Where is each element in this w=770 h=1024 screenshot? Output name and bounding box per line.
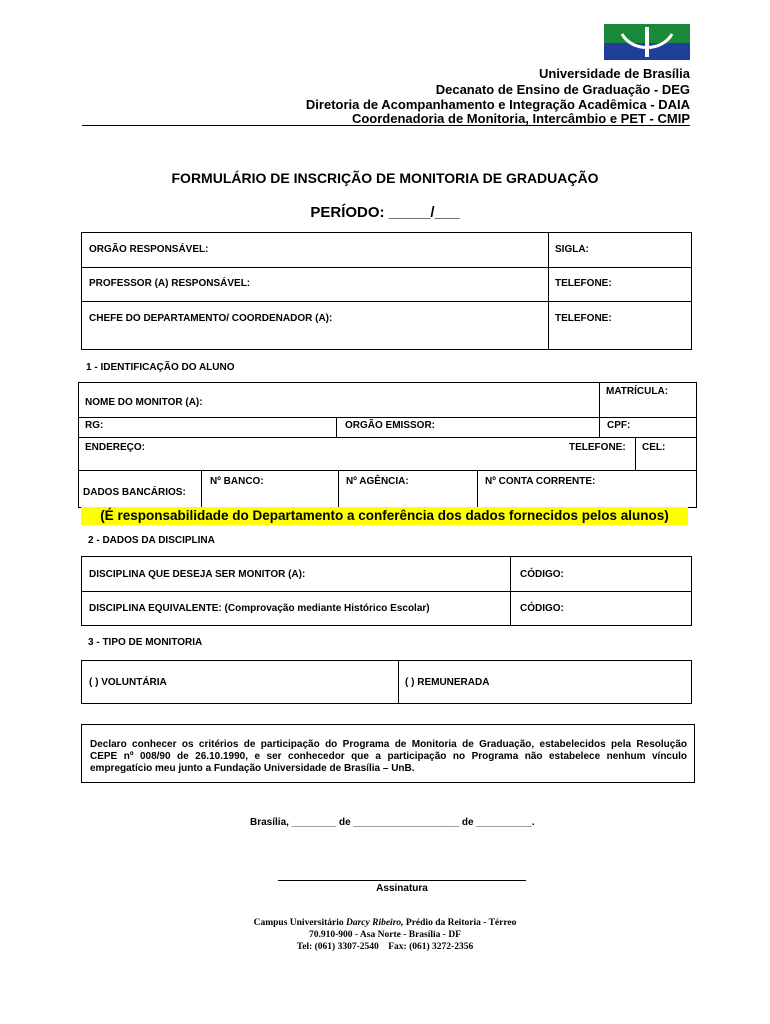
disciplina-equivalente-field[interactable]: DISCIPLINA EQUIVALENTE: (Comprovação mediante Histórico Escolar) [89, 603, 430, 614]
date-line[interactable]: Brasília, ________ de ___________________ de __________. [250, 817, 535, 828]
responsible-table [81, 232, 692, 350]
row-divider [82, 301, 691, 302]
column-divider [548, 233, 549, 349]
footer-building: Prédio da Reitoria - Térreo [403, 918, 517, 928]
period-field: PERÍODO: _____/___ [310, 204, 460, 221]
footer-contact: Tel: (061) 3307-2540 Fax: (061) 3272-2356 [296, 942, 474, 952]
professor-telefone-field[interactable]: TELEFONE: [555, 278, 612, 289]
responsibility-notice: (É responsabilidade do Departamento a conferência dos dados fornecidos pelos alunos) [81, 507, 688, 525]
column-divider [477, 470, 478, 507]
row-divider [79, 417, 696, 418]
monitoring-type-table [81, 660, 692, 704]
matricula-field[interactable]: MATRÍCULA: [606, 386, 669, 397]
professor-responsavel-field[interactable]: PROFESSOR (A) RESPONSÁVEL: [89, 278, 251, 289]
unb-logo [604, 24, 690, 60]
header-cmip: Coordenadoria de Monitoria, Intercâmbio e PET - CMIP [351, 111, 690, 126]
cpf-field[interactable]: CPF: [607, 420, 631, 431]
column-divider [338, 470, 339, 507]
column-divider [635, 437, 636, 471]
footer-address-line-1 [0, 917, 770, 929]
header-daia: Diretoria de Acompanhamento e Integração Acadêmica - DAIA [305, 97, 690, 112]
column-divider [599, 417, 600, 438]
signature-label: Assinatura [376, 883, 428, 894]
endereco-field[interactable]: ENDEREÇO: [85, 442, 146, 453]
sigla-field[interactable]: SIGLA: [555, 244, 589, 255]
rg-field[interactable]: RG: [85, 420, 104, 431]
row-divider [79, 470, 696, 471]
row-divider [82, 267, 691, 268]
conta-corrente-field[interactable]: Nº CONTA CORRENTE: [485, 476, 596, 487]
signature-line[interactable] [278, 880, 526, 881]
celular-field[interactable]: CEL: [642, 442, 666, 453]
chefe-telefone-field[interactable]: TELEFONE: [555, 313, 612, 324]
remunerada-checkbox[interactable]: ( ) REMUNERADA [405, 677, 490, 688]
section-disciplina: 2 - DADOS DA DISCIPLINA [88, 535, 215, 546]
codigo-equivalente-field[interactable]: CÓDIGO: [520, 603, 564, 614]
section-identificacao: 1 - IDENTIFICAÇÃO DO ALUNO [86, 362, 235, 373]
disciplina-desejada-field[interactable]: DISCIPLINA QUE DESEJA SER MONITOR (A): [89, 569, 306, 580]
header-divider [82, 125, 690, 126]
column-divider [398, 661, 399, 703]
orgao-emissor-field[interactable]: ORGÃO EMISSOR: [345, 420, 436, 431]
agencia-field[interactable]: Nº AGÊNCIA: [346, 476, 409, 487]
declaration-line-3: empregatício meu junto a Fundação Universidade de Brasília – UnB. [90, 763, 415, 774]
student-table [78, 382, 697, 508]
column-divider [336, 417, 337, 438]
declaration-box [81, 724, 695, 783]
form-title: FORMULÁRIO DE INSCRIÇÃO DE MONITORIA DE GRADUAÇÃO [171, 170, 599, 186]
discipline-table [81, 556, 692, 626]
header-deg: Decanato de Ensino de Graduação - DEG [435, 82, 690, 97]
declaration-line-1: Declaro conhecer os critérios de participação do Programa de Monitoria de Graduação, estabelecidos pela Resolução [90, 739, 687, 750]
aluno-telefone-field[interactable]: TELEFONE: [569, 442, 626, 453]
header-university: Universidade de Brasília [538, 66, 690, 81]
section-tipo-monitoria: 3 - TIPO DE MONITORIA [88, 637, 203, 648]
voluntaria-checkbox[interactable]: ( ) VOLUNTÁRIA [89, 677, 167, 688]
orgao-responsavel-field[interactable]: ORGÃO RESPONSÁVEL: [89, 244, 209, 255]
banco-field[interactable]: Nº BANCO: [210, 476, 264, 487]
nome-monitor-field[interactable]: NOME DO MONITOR (A): [85, 397, 203, 408]
footer-campus: Campus Universitário [253, 918, 346, 928]
chefe-departamento-field[interactable]: CHEFE DO DEPARTAMENTO/ COORDENADOR (A): [89, 313, 333, 324]
codigo-disciplina-field[interactable]: CÓDIGO: [520, 569, 564, 580]
column-divider [201, 470, 202, 507]
row-divider [82, 591, 691, 592]
declaration-line-2: CEPE nº 008/90 de 26.10.1990, e ser conhecedor que a participação no Programa não estabelece nenhum vínculo [90, 751, 687, 762]
dados-bancarios-label: DADOS BANCÁRIOS: [83, 487, 186, 498]
row-divider [79, 437, 696, 438]
footer-address-line-2: 70.910-900 - Asa Norte - Brasília - DF [309, 930, 461, 940]
footer-campus-name: Darcy Ribeiro, [346, 918, 404, 928]
column-divider [599, 383, 600, 418]
